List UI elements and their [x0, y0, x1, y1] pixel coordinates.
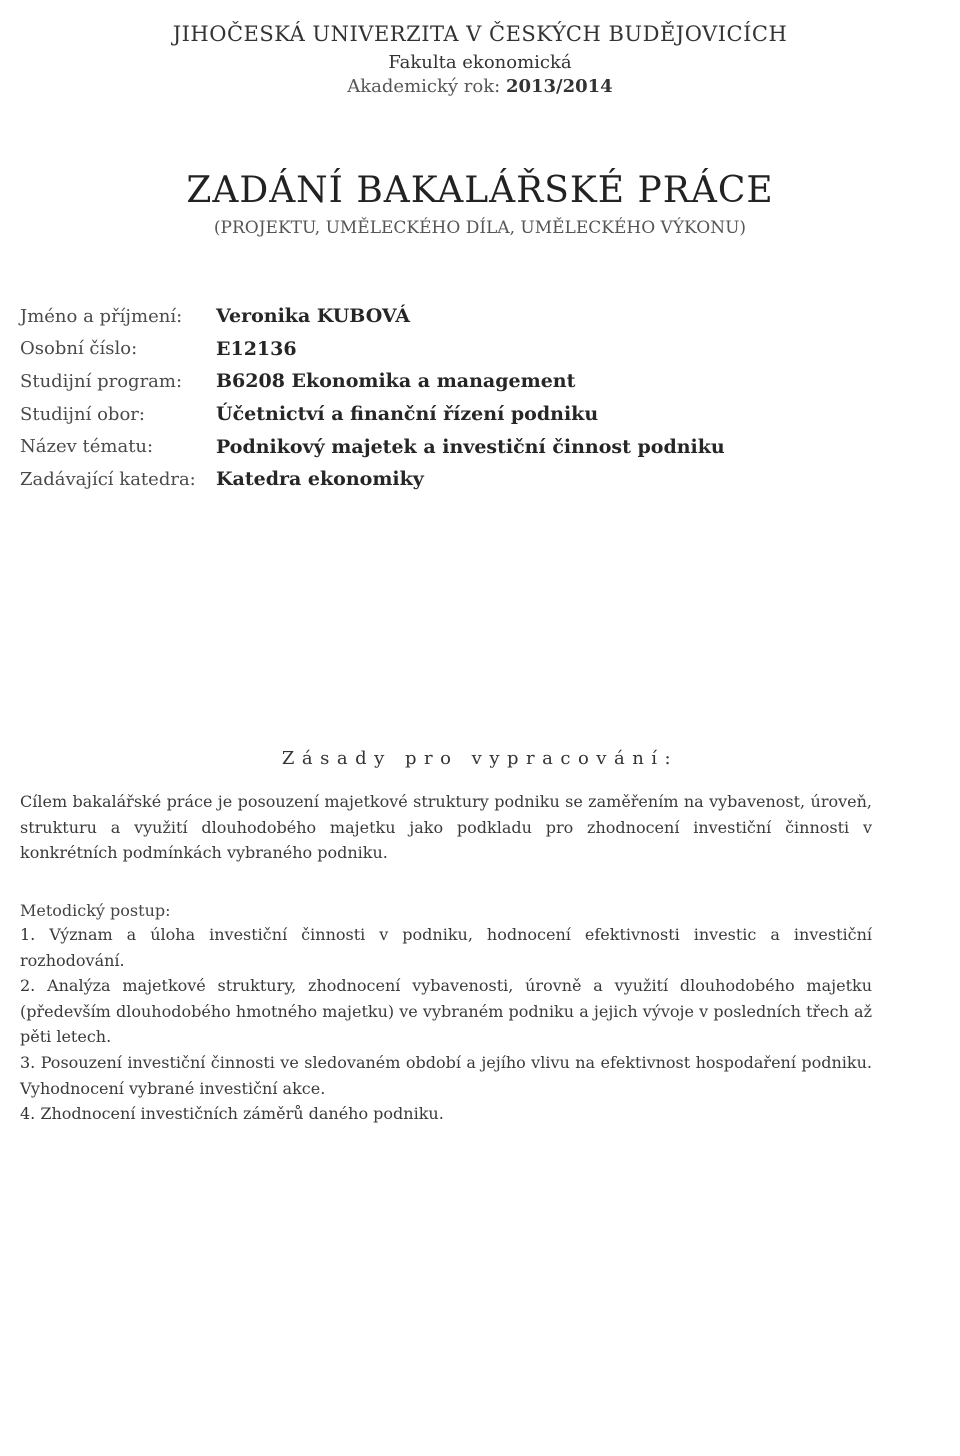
info-label: Studijní program:: [20, 370, 183, 392]
info-label: Osobní číslo:: [20, 338, 138, 360]
method-step: [20, 973, 872, 1050]
method-step-text: Posouzení investiční činnosti ve sledovaném období a jejího vlivu na efektivnost hospodaření podniku. Vyhodnocení vybrané investiční akce.: [20, 1052, 872, 1098]
info-value: E12136: [216, 337, 297, 360]
info-value: Podnikový majetek a investiční činnost podniku: [216, 435, 725, 458]
info-value: Katedra ekonomiky: [216, 468, 424, 491]
method-steps-list: [20, 922, 872, 1127]
method-step-text: Význam a úloha investiční činnosti v podniku, hodnocení efektivnosti investic a investiční rozhodování.: [20, 925, 872, 970]
info-row-topic: [20, 430, 725, 463]
info-row-study-field: [20, 398, 725, 431]
info-label: Studijní obor:: [20, 403, 145, 425]
faculty-name: Fakulta ekonomická: [388, 52, 572, 73]
academic-year-label: Akademický rok:: [347, 76, 501, 97]
info-value: Veronika KUBOVÁ: [216, 305, 410, 328]
academic-year-value: 2013/2014: [505, 76, 613, 97]
method-step-text: Analýza majetkové struktury, zhodnocení vybavenosti, úrovně a využití dlouhodobého majetku (především dlouhodobého hmotného majetku) ve vybraném podniku a jejich vývoje v posledních třech až pěti letech.: [20, 976, 872, 1047]
student-info-table: [20, 300, 725, 496]
academic-year: [0, 76, 960, 97]
info-label: Název tématu:: [20, 436, 154, 458]
info-value: B6208 Ekonomika a management: [216, 370, 576, 393]
method-step: [20, 922, 872, 973]
info-row-department: [20, 463, 725, 496]
info-row-personal-number: [20, 333, 725, 366]
method-step-number: 2.: [20, 976, 36, 996]
document-title: ZADÁNÍ BAKALÁŘSKÉ PRÁCE: [186, 170, 774, 211]
document-subtitle: (PROJEKTU, UMĚLECKÉHO DÍLA, UMĚLECKÉHO VÝKONU): [213, 218, 747, 238]
info-label: Zadávající katedra:: [20, 468, 196, 490]
university-name: JIHOČESKÁ UNIVERZITA V ČESKÝCH BUDĚJOVICÍCH: [172, 22, 788, 46]
method-step-number: 4.: [20, 1104, 36, 1124]
info-row-study-program: [20, 365, 725, 398]
info-value: Účetnictví a finanční řízení podniku: [216, 403, 599, 426]
method-heading: Metodický postup:: [20, 901, 171, 920]
info-label: Jméno a příjmení:: [20, 305, 183, 327]
method-step-number: 1.: [20, 925, 36, 944]
info-row-name: [20, 300, 725, 333]
method-step: [20, 1050, 872, 1101]
method-step-text: Zhodnocení investičních záměrů daného podniku.: [40, 1104, 444, 1124]
method-step-number: 3.: [20, 1052, 36, 1072]
method-step: [20, 1101, 872, 1127]
thesis-aim-paragraph: Cílem bakalářské práce je posouzení majetkové struktury podniku se zaměřením na vybavenost, úroveň, strukturu a využití dlouhodobého majetku jako podkladu pro zhodnocení investiční činnosti v konkrétních podmínkách vybraného podniku.: [20, 792, 872, 863]
principles-heading: Zásady pro vypracování:: [281, 748, 679, 769]
